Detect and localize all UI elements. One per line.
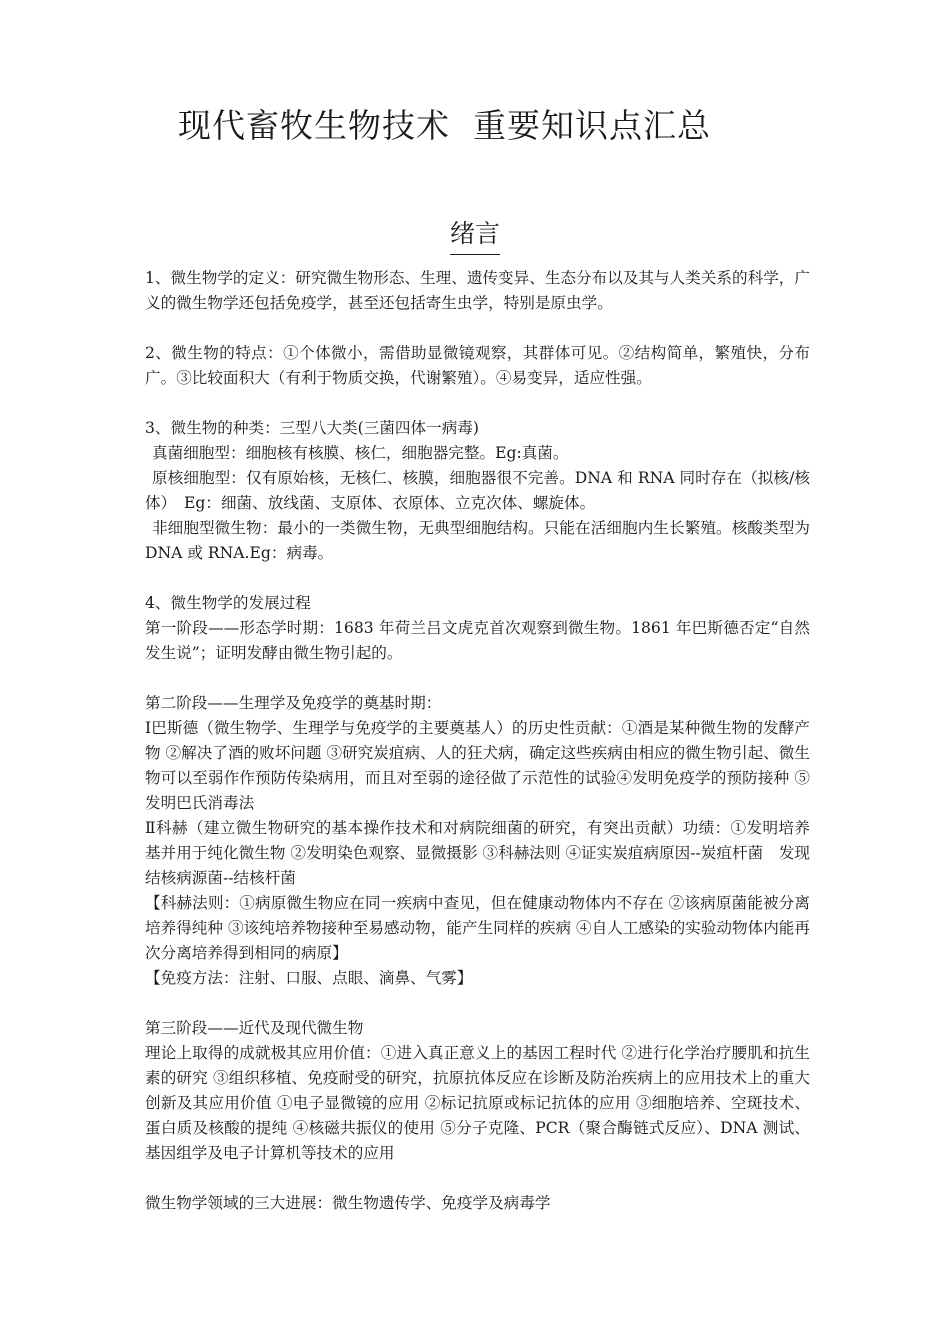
- spacer: [145, 316, 810, 341]
- paragraph-types: 3、微生物的种类：三型八大类(三菌四体一病毒): [145, 419, 479, 437]
- paragraph-characteristics: 2、微生物的特点：①个体微小，需借助显微镜观察，其群体可见。②结构简单，繁殖快，分布广。③比较面积大（有利于物质交换，代谢繁殖）。④易变异，适应性强。: [145, 344, 810, 387]
- spacer: [145, 1166, 810, 1191]
- paragraph-pasteur: Ⅰ巴斯德（微生物学、生理学与免疫学的主要奠基人）的历史性贡献：①酒是某种微生物的发酵产物 ②解决了酒的败坏问题 ③研究炭疽病、人的狂犬病，确定这些疾病由相应的微生物引起、微生物可以至弱作作预防传染病用，而且对至弱的途径做了示范性的试验④发明免疫学的预防接种 ⑤发明巴氏消毒法: [145, 719, 810, 812]
- paragraph-three-advances: 微生物学领域的三大进展：微生物遗传学、免疫学及病毒学: [145, 1194, 551, 1212]
- paragraph-eukaryotic-type: 真菌细胞型：细胞核有核膜、核仁，细胞器完整。Eg:真菌。: [152, 444, 569, 462]
- paragraph-koch-postulates: 【科赫法则：①病原微生物应在同一疾病中查见，但在健康动物体内不存在 ②该病原菌能被分离培养得纯种 ③该纯培养物接种至易感动物，能产生同样的疾病 ④自人工感染的实验动物体内能再次分离培养得到相同的病原】: [145, 894, 810, 962]
- paragraph-modern-achievements: 理论上取得的成就极其应用价值：①进入真正意义上的基因工程时代 ②进行化学治疗腰肌和抗生素的研究 ③组织移植、免疫耐受的研究，抗原抗体反应在诊断及防治疾病上的应用技术上的重大创新及其应用价值 ①电子显微镜的应用 ②标记抗原或标记抗体的应用 ③细胞培养、空斑技术、蛋白质及核酸的提纯 ④核磁共振仪的使用 ⑤分子克隆、PCR（聚合酶链式反应）、DNA 测试、基因组学及电子计算机等技术的应用: [145, 1044, 810, 1162]
- paragraph-prokaryotic-type: 原核细胞型：仅有原始核，无核仁、核膜，细胞器很不完善。DNA 和 RNA 同时存在（拟核/核体） Eg：细菌、放线菌、支原体、衣原体、立克次体、螺旋体。: [145, 469, 810, 512]
- paragraph-definition: 1、微生物学的定义：研究微生物形态、生理、遗传变异、生态分布以及其与人类关系的科学，广义的微生物学还包括免疫学，甚至还包括寄生虫学，特别是原虫学。: [145, 269, 810, 312]
- paragraph-stage-one: 第一阶段——形态学时期：1683 年荷兰吕文虎克首次观察到微生物。1861 年巴斯德否定“自然发生说”；证明发酵由微生物引起的。: [145, 619, 810, 662]
- paragraph-stage-three: 第三阶段——近代及现代微生物: [145, 1019, 364, 1037]
- document-title: 现代畜牧生物技术 重要知识点汇总: [178, 106, 711, 145]
- spacer: [145, 991, 810, 1016]
- document-body: [145, 266, 810, 1216]
- paragraph-development: 4、微生物学的发展过程: [145, 594, 311, 612]
- spacer: [145, 666, 810, 691]
- section-heading-text: 绪言: [450, 214, 500, 255]
- paragraph-immunization-methods: 【免疫方法：注射、口服、点眼、滴鼻、气雾】: [145, 969, 473, 987]
- paragraph-koch: Ⅱ科赫（建立微生物研究的基本操作技术和对病院细菌的研究，有突出贡献）功绩：①发明培养基并用于纯化微生物 ②发明染色观察、显微摄影 ③科赫法则 ④证实炭疽病原因--炭疽杆菌 发现结核病源菌--结核杆菌: [145, 819, 810, 887]
- section-heading: [0, 214, 950, 255]
- paragraph-noncellular-type: 非细胞型微生物：最小的一类微生物，无典型细胞结构。只能在活细胞内生长繁殖。核酸类型为 DNA 或 RNA.Eg：病毒。: [145, 519, 810, 562]
- spacer: [145, 391, 810, 416]
- paragraph-stage-two: 第二阶段——生理学及免疫学的奠基时期：: [145, 694, 442, 712]
- spacer: [145, 566, 810, 591]
